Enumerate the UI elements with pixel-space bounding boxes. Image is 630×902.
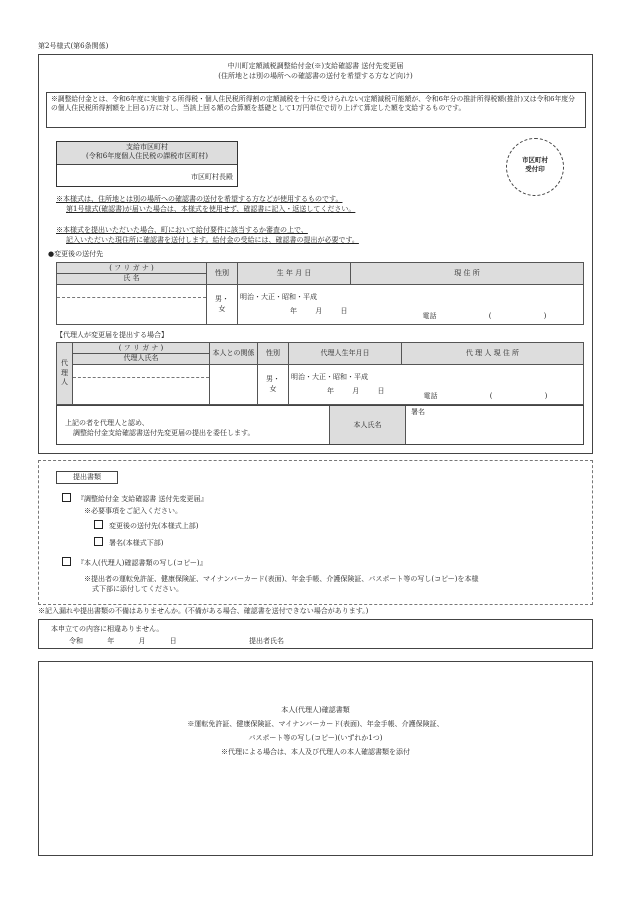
agent-side-label: 代理人 bbox=[57, 343, 73, 405]
form-title: 中川町定額減税調整給付金(※)支給確認書 送付先変更届 bbox=[227, 62, 404, 70]
doc-item-2[interactable]: 『本人(代理人)確認書類の写し(コピー)』 bbox=[62, 557, 207, 568]
agent-birthdate-field[interactable]: 明治・大正・昭和・平成 年 月 日 bbox=[289, 365, 402, 405]
id-area-note-1: ※運転免許証、健康保険証、マイナンバーカード(表面)、年金手帳、介護保険証、 bbox=[187, 720, 444, 728]
furigana-header: ( フ リ ガ ナ ) 氏 名 bbox=[57, 263, 207, 285]
id-area-title: 本人(代理人)確認書類 bbox=[281, 706, 350, 714]
id-area-note-2: パスポート等の写し(コピー)(いずれか1つ) bbox=[248, 734, 383, 742]
relation-header: 本人との関係 bbox=[210, 343, 258, 365]
agent-furigana-header: ( フ リ ガ ナ ) 代理人氏名 bbox=[73, 343, 210, 365]
municipality-label: 支給市区町村 bbox=[126, 143, 168, 151]
agent-table bbox=[56, 342, 584, 405]
sub-1-checkbox[interactable] bbox=[94, 520, 103, 529]
doc-item-1-sub-1[interactable]: 変更後の送付先(本様式上部) bbox=[94, 520, 198, 531]
usage-note-4: 記入いただいた現住所に確認書を送付します。給付金の受給には、確認書の提出が必要です。 bbox=[66, 236, 359, 244]
municipality-header bbox=[57, 142, 237, 165]
address-header: 現 住 所 bbox=[351, 263, 584, 285]
birthdate-field[interactable]: 明治・大正・昭和・平成 年 月 日 bbox=[238, 285, 351, 325]
principal-name-label: 本人氏名 bbox=[329, 406, 406, 444]
section-agent: 【代理人が変更届を提出する場合】 bbox=[56, 331, 168, 339]
gender-select[interactable]: 男・女 bbox=[207, 285, 238, 325]
usage-note-1: ※本様式は、住所地とは別の場所への確認書の送付を希望する方などが使用するものです。 bbox=[56, 195, 343, 203]
submitter-name-label: 提出者氏名 bbox=[249, 637, 284, 645]
confirmation-statement: 本申立ての内容に相違ありません。 bbox=[51, 625, 164, 633]
birthdate-header: 生 年 月 日 bbox=[238, 263, 351, 285]
delegation-box bbox=[56, 405, 584, 445]
check-note: ※記入漏れや提出書類の不備はありませんか。(不備がある場合、確認書を送付できない場合があります。) bbox=[38, 607, 369, 615]
signature-label: 署名 bbox=[411, 408, 425, 416]
form-number: 第2号様式(第6条関係) bbox=[38, 42, 109, 50]
relation-field[interactable] bbox=[210, 365, 258, 405]
agent-birthdate-header: 代理人生年月日 bbox=[289, 343, 402, 365]
agent-name-field[interactable] bbox=[73, 365, 210, 405]
confirmation-box bbox=[38, 619, 593, 649]
gender-header: 性別 bbox=[207, 263, 238, 285]
agent-address-header: 代 理 人 現 住 所 bbox=[402, 343, 584, 365]
delegation-text-1: 上記の者を代理人と認め、 bbox=[65, 419, 149, 427]
agent-gender-select[interactable]: 男・女 bbox=[258, 365, 289, 405]
doc-item-2-note-1: ※提出者の運転免許証、健康保険証、マイナンバーカード(表面)、年金手帳、介護保険証、パスポート等の写し(コピー)を本様 bbox=[84, 575, 479, 583]
address-field[interactable]: 電話 ( ) bbox=[351, 285, 584, 325]
id-area-note-3: ※代理による場合は、本人及び代理人の本人確認書類を添付 bbox=[221, 748, 410, 756]
usage-note-3: ※本様式を提出いただいた場合、町において給付要件に該当するか審査の上で、 bbox=[56, 226, 308, 234]
doc-item-2-checkbox[interactable] bbox=[62, 557, 71, 566]
section-new-address: ●変更後の送付先 bbox=[48, 250, 104, 258]
form-subtitle: (住所地とは別の場所への確認書の送付を希望する方など向け) bbox=[218, 72, 413, 80]
name-field[interactable] bbox=[57, 285, 207, 325]
doc-item-1[interactable]: 『調整給付金 支給確認書 送付先変更届』 bbox=[62, 493, 207, 504]
adjustment-benefit-note: ※調整給付金とは、令和6年度に実施する所得税・個人住民税所得割の定額減税を十分に受けられない(定額減税可能額が、令和6年分の推計所得税額(推計)又は令和6年度分の個人住民税所得割額を上回る)方に対し、当該上回る額の合算額を基礎として1万円単位で切り上げて算定した額を支給するものです。 bbox=[46, 92, 586, 128]
usage-note-2: 第1号様式(確認書)が届いた場合は、本様式を使用せず、確認書に記入・返送してください。 bbox=[66, 205, 356, 213]
mayor-address: 市区町村長殿 bbox=[191, 173, 233, 181]
municipality-box bbox=[56, 141, 238, 187]
doc-item-1-sub-2[interactable]: 署名(本様式下部) bbox=[94, 537, 163, 548]
delegation-text-2: 調整給付金支給確認書送付先変更届の提出を委任します。 bbox=[73, 429, 255, 437]
documents-label: 提出書類 bbox=[56, 471, 118, 484]
doc-item-1-checkbox[interactable] bbox=[62, 493, 71, 502]
doc-item-2-note-2: 式下部に添付してください。 bbox=[92, 585, 183, 593]
new-address-table bbox=[56, 262, 584, 325]
sub-2-checkbox[interactable] bbox=[94, 537, 103, 546]
doc-item-1-note: ※必要事項をご記入ください。 bbox=[84, 507, 182, 515]
municipality-sublabel: (令和6年度個人住民税の課税市区町村) bbox=[86, 152, 208, 161]
confirmation-date[interactable]: 令和 年 月 日 bbox=[69, 637, 177, 645]
id-document-attachment-area[interactable] bbox=[38, 661, 593, 856]
agent-gender-header: 性別 bbox=[258, 343, 289, 365]
agent-address-field[interactable]: 電話 ( ) bbox=[402, 365, 584, 405]
reception-stamp: 市区町村 受付印 bbox=[506, 138, 564, 196]
